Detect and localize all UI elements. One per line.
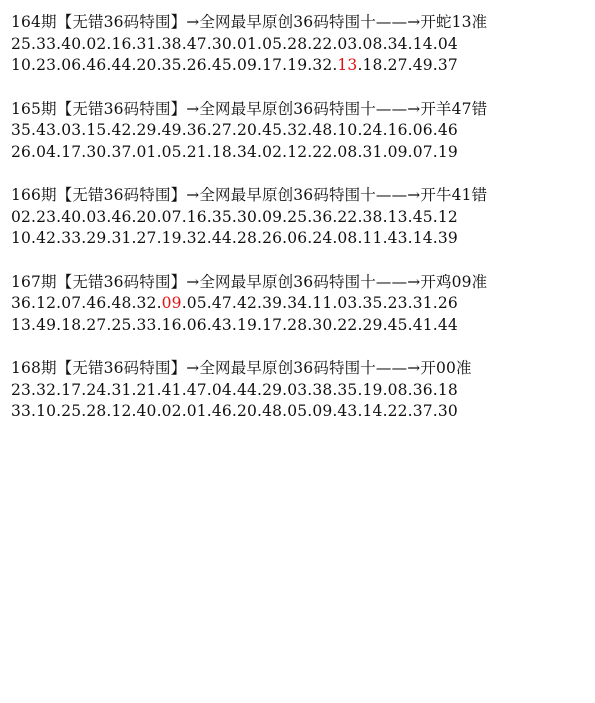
number: 04 — [36, 142, 57, 161]
number: 32 — [136, 294, 157, 312]
number: 30 — [437, 402, 458, 420]
number: 06 — [61, 56, 82, 74]
number: 35 — [11, 121, 32, 139]
period-block — [11, 358, 591, 423]
period-title: 166期【无错36码特围】→全网最早原创36码特围十——→开牛41错 — [11, 186, 488, 204]
number: 37 — [437, 56, 458, 74]
number: 41 — [412, 315, 433, 334]
number-row: 13.49.18.27.25.33.16.06.43.19.17.28.30.22.29.45.41.44 — [11, 315, 458, 334]
number: 07 — [412, 142, 433, 161]
number: 44 — [111, 56, 132, 74]
number: 01 — [236, 34, 258, 53]
number: 03 — [61, 121, 82, 139]
number: 35 — [337, 380, 358, 399]
number: 27 — [86, 315, 107, 334]
number: 45 — [262, 121, 283, 139]
number: 10 — [11, 229, 32, 247]
number: 32 — [186, 229, 207, 247]
number: 42 — [111, 121, 132, 139]
number: 38 — [312, 380, 333, 399]
number: 12 — [36, 294, 57, 312]
number: 12 — [437, 207, 458, 226]
number: 18 — [437, 380, 458, 399]
number: 49 — [412, 56, 433, 74]
number: 42 — [236, 294, 258, 312]
number: 10 — [36, 402, 57, 420]
highlighted-number: 09 — [161, 294, 182, 312]
number: 36 — [312, 207, 333, 226]
number: 23 — [387, 294, 408, 312]
number: 20 — [236, 402, 258, 420]
number: 25 — [287, 207, 308, 226]
number: 46 — [211, 402, 232, 420]
number: 39 — [262, 294, 283, 312]
number: 16 — [186, 207, 207, 226]
number: 16 — [387, 121, 408, 139]
number: 18 — [61, 315, 82, 334]
number: 37 — [412, 402, 433, 420]
number: 49 — [36, 315, 57, 334]
number: 33 — [61, 229, 82, 247]
number: 09 — [262, 207, 283, 226]
number: 15 — [86, 121, 107, 139]
number: 06 — [287, 229, 308, 247]
number: 47 — [211, 294, 232, 312]
number: 06 — [186, 315, 207, 334]
period-title: 167期【无错36码特围】→全网最早原创36码特围十——→开鸡09准 — [11, 272, 488, 291]
number: 35 — [211, 207, 232, 226]
number: 23 — [11, 380, 32, 399]
number: 40 — [61, 34, 82, 53]
number: 05 — [287, 402, 308, 420]
number: 04 — [437, 34, 458, 53]
number: 48 — [111, 294, 132, 312]
number: 05 — [186, 294, 207, 312]
number: 31 — [111, 380, 132, 399]
number: 46 — [86, 56, 107, 74]
number: 22 — [312, 142, 333, 161]
number: 38 — [362, 207, 383, 226]
number: 22 — [337, 315, 358, 334]
number: 26 — [11, 142, 32, 161]
number: 10 — [337, 121, 358, 139]
number: 40 — [61, 207, 82, 226]
number-row: 35.43.03.15.42.29.49.36.27.20.45.32.48.10.24.16.06.46 — [11, 121, 458, 139]
number: 34 — [387, 34, 408, 53]
number: 43 — [337, 402, 358, 420]
number: 19 — [161, 229, 182, 247]
number-row: 26.04.17.30.37.01.05.21.18.34.02.12.22.08.31.09.07.19 — [11, 142, 458, 161]
number: 01 — [136, 142, 157, 161]
number: 29 — [362, 315, 383, 334]
number: 31 — [362, 142, 383, 161]
number: 33 — [136, 315, 157, 334]
number: 13 — [11, 315, 32, 334]
number: 16 — [111, 34, 132, 53]
number: 08 — [337, 142, 358, 161]
number: 02 — [161, 402, 182, 420]
number: 46 — [86, 294, 107, 312]
number: 35 — [362, 294, 383, 312]
number: 20 — [136, 56, 157, 74]
number: 44 — [236, 380, 258, 399]
number: 14 — [362, 402, 383, 420]
number: 01 — [186, 402, 207, 420]
number: 03 — [337, 34, 358, 53]
number: 19 — [362, 380, 383, 399]
number: 05 — [262, 34, 283, 53]
number-row: 10.42.33.29.31.27.19.32.44.28.26.06.24.08.11.43.14.39 — [11, 229, 458, 247]
number: 21 — [136, 380, 157, 399]
number: 07 — [161, 207, 182, 226]
number: 25 — [61, 402, 82, 420]
number: 28 — [287, 315, 308, 334]
number: 36 — [186, 121, 207, 139]
number: 29 — [86, 229, 107, 247]
number: 16 — [161, 315, 182, 334]
number-row: 25.33.40.02.16.31.38.47.30.01.05.28.22.03.08.34.14.04 — [11, 34, 458, 53]
number: 17 — [262, 315, 283, 334]
number: 38 — [161, 34, 182, 53]
number-row: 23.32.17.24.31.21.41.47.04.44.29.03.38.35.19.08.36.18 — [11, 380, 458, 399]
number: 04 — [211, 380, 232, 399]
number: 24 — [362, 121, 383, 139]
number: 48 — [312, 121, 333, 139]
number: 22 — [312, 34, 333, 53]
number: 19 — [437, 142, 458, 161]
number: 26 — [186, 56, 207, 74]
number: 09 — [387, 142, 408, 161]
number: 32 — [36, 380, 57, 399]
number: 31 — [412, 294, 433, 312]
number: 37 — [111, 142, 132, 161]
number: 18 — [362, 56, 383, 74]
number: 05 — [161, 142, 182, 161]
number: 02 — [262, 142, 283, 161]
number: 12 — [111, 402, 132, 420]
number: 40 — [136, 402, 157, 420]
number-row: 33.10.25.28.12.40.02.01.46.20.48.05.09.43.14.22.37.30 — [11, 402, 458, 420]
number: 11 — [362, 229, 383, 247]
number: 30 — [312, 315, 333, 334]
number: 28 — [86, 402, 107, 420]
number: 13 — [387, 207, 408, 226]
number: 17 — [61, 142, 82, 161]
number: 10 — [11, 56, 32, 74]
number: 39 — [437, 229, 458, 247]
number: 06 — [412, 121, 433, 139]
number: 07 — [61, 294, 82, 312]
period-block — [11, 272, 591, 337]
number: 11 — [312, 294, 333, 312]
number: 32 — [287, 121, 308, 139]
number-row: 02.23.40.03.46.20.07.16.35.30.09.25.36.22.38.13.45.12 — [11, 207, 458, 226]
number: 17 — [262, 56, 283, 74]
number: 28 — [287, 34, 308, 53]
number: 25 — [11, 34, 32, 53]
number: 42 — [36, 229, 57, 247]
number: 45 — [387, 315, 408, 334]
number: 33 — [11, 402, 32, 420]
number: 26 — [437, 294, 458, 312]
period-title: 165期【无错36码特围】→全网最早原创36码特围十——→开羊47错 — [11, 99, 488, 118]
number: 31 — [136, 34, 157, 53]
number: 14 — [412, 229, 433, 247]
number: 02 — [11, 207, 32, 226]
number: 03 — [287, 380, 308, 399]
period-block — [11, 99, 591, 164]
number: 17 — [61, 380, 82, 399]
number: 44 — [437, 315, 458, 334]
number: 03 — [337, 294, 358, 312]
number: 08 — [362, 34, 383, 53]
number: 02 — [86, 34, 107, 53]
number: 41 — [161, 380, 182, 399]
number: 48 — [262, 402, 283, 420]
number: 19 — [287, 56, 308, 74]
number: 49 — [161, 121, 182, 139]
number: 43 — [211, 315, 232, 334]
number-row: 10.23.06.46.44.20.35.26.45.09.17.19.32.13.18.27.49.37 — [11, 56, 458, 74]
number: 47 — [186, 34, 207, 53]
number: 21 — [186, 142, 207, 161]
number: 23 — [36, 207, 57, 226]
period-title: 168期【无错36码特围】→全网最早原创36码特围十——→开00准 — [11, 359, 472, 377]
number: 27 — [136, 229, 157, 247]
number: 09 — [236, 56, 258, 74]
number: 44 — [211, 229, 232, 247]
number: 03 — [86, 207, 107, 226]
number: 43 — [36, 121, 57, 139]
number: 29 — [262, 380, 283, 399]
number: 34 — [236, 142, 258, 161]
number: 26 — [262, 229, 283, 247]
number: 30 — [211, 34, 232, 53]
number: 30 — [236, 207, 258, 226]
number: 27 — [387, 56, 408, 74]
number: 43 — [387, 229, 408, 247]
period-block — [11, 12, 591, 77]
number: 24 — [312, 229, 333, 247]
highlighted-number: 13 — [337, 56, 358, 74]
number: 45 — [211, 56, 232, 74]
number: 36 — [11, 294, 32, 312]
number: 27 — [211, 121, 232, 139]
number: 20 — [236, 121, 258, 139]
number: 08 — [337, 229, 358, 247]
number: 34 — [287, 294, 308, 312]
number: 22 — [337, 207, 358, 226]
number: 36 — [412, 380, 433, 399]
number: 14 — [412, 34, 433, 53]
number: 20 — [136, 207, 157, 226]
number: 18 — [211, 142, 232, 161]
number: 29 — [136, 121, 157, 139]
number: 46 — [437, 121, 458, 139]
number: 30 — [86, 142, 107, 161]
number: 08 — [387, 380, 408, 399]
number: 24 — [86, 380, 107, 399]
number: 45 — [412, 207, 433, 226]
number: 46 — [111, 207, 132, 226]
number: 31 — [111, 229, 132, 247]
number: 12 — [287, 142, 308, 161]
prediction-document — [11, 12, 591, 445]
number: 47 — [186, 380, 207, 399]
number: 33 — [36, 34, 57, 53]
number: 25 — [111, 315, 132, 334]
number-row: 36.12.07.46.48.32.09.05.47.42.39.34.11.03.35.23.31.26 — [11, 294, 458, 312]
number: 35 — [161, 56, 182, 74]
number: 32 — [312, 56, 333, 74]
number: 28 — [236, 229, 258, 247]
number: 09 — [312, 402, 333, 420]
number: 19 — [236, 315, 258, 334]
period-title: 164期【无错36码特围】→全网最早原创36码特围十——→开蛇13准 — [11, 13, 488, 31]
period-block — [11, 185, 591, 250]
number: 23 — [36, 56, 57, 74]
number: 22 — [387, 402, 408, 420]
